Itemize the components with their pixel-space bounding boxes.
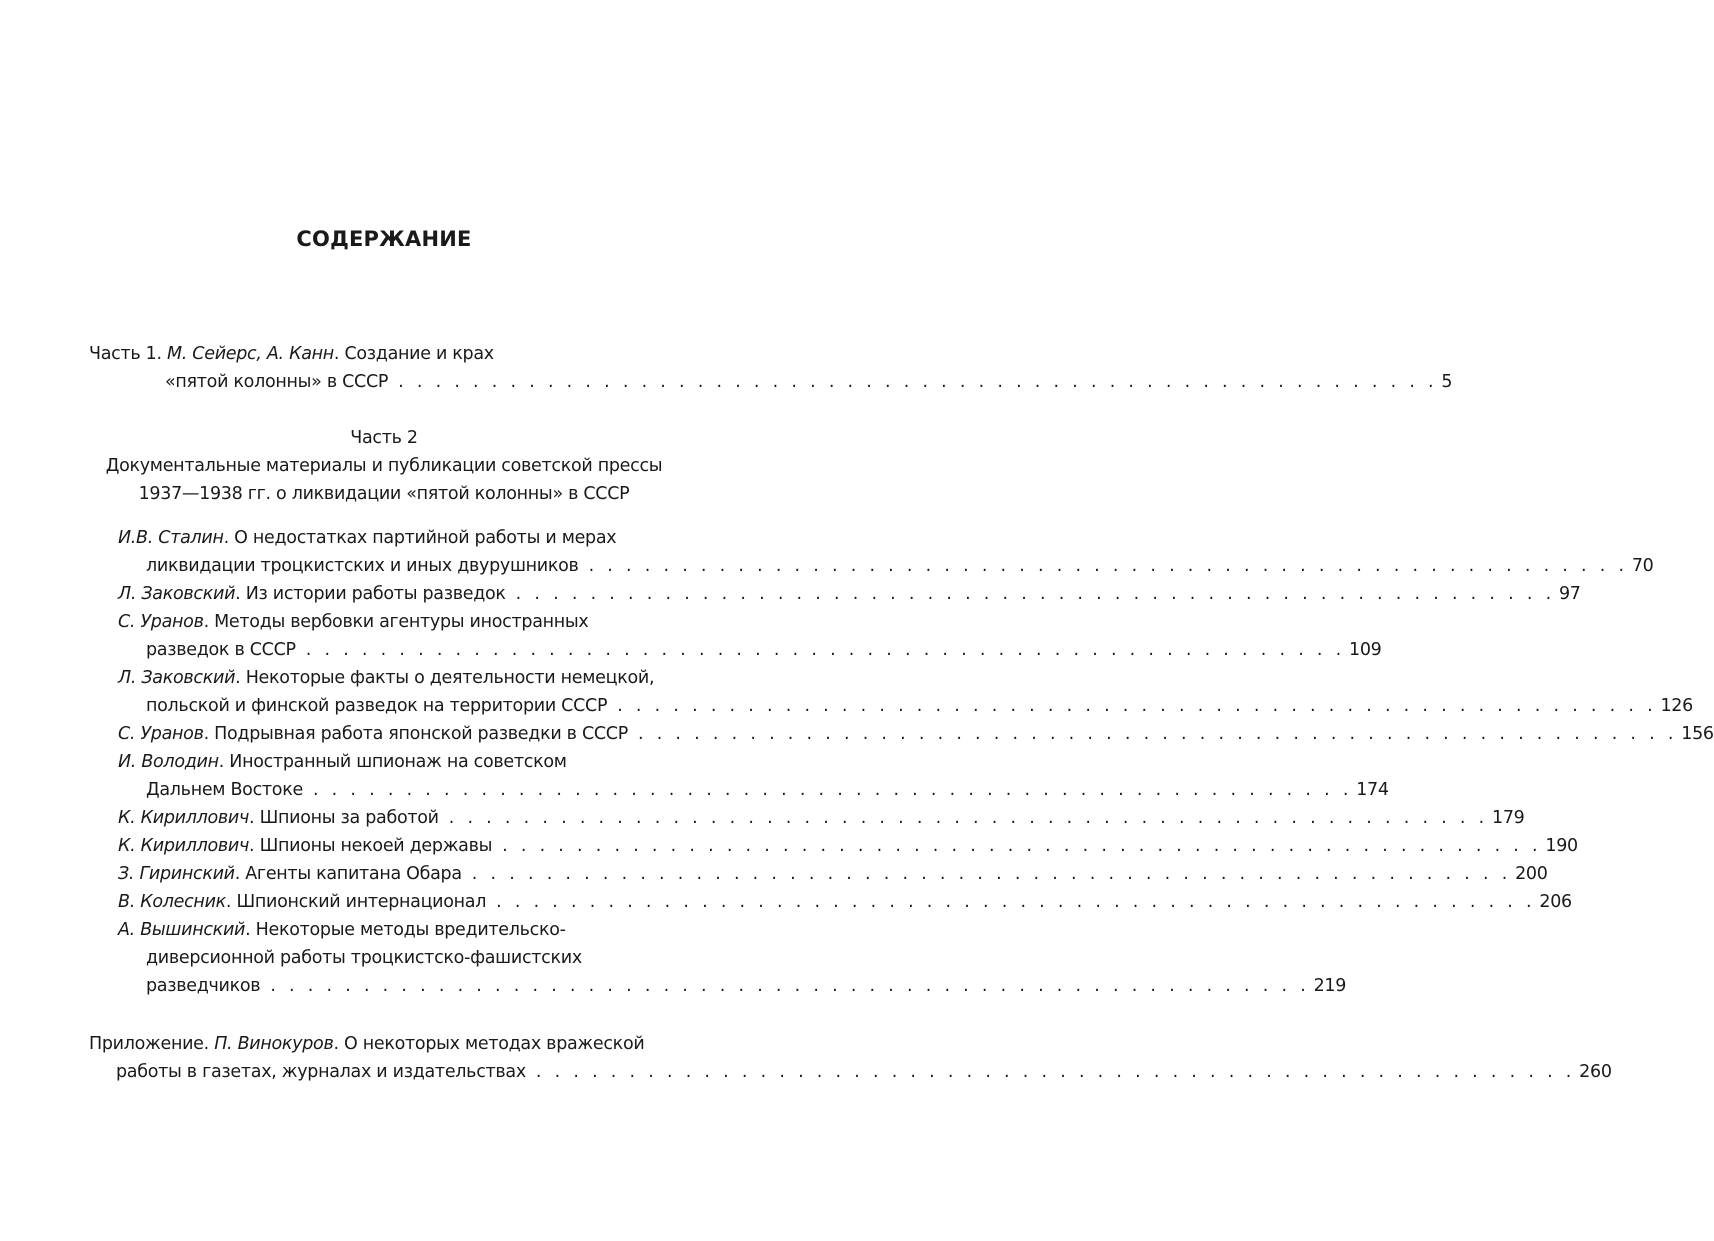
dot-leader: . . . . . . . . . . . . . . . . . . . . . . . . . . . . . . . . . . . . . . . . . . . . . . . . . . . . . . . .: [515, 584, 1555, 604]
toc-entry: [118, 748, 567, 776]
dot-leader: . . . . . . . . . . . . . . . . . . . . . . . . . . . . . . . . . . . . . . . . . . . . . . . . . . . . . . . .: [535, 1062, 1576, 1082]
toc-entry: [118, 608, 588, 636]
dot-leader: . . . . . . . . . . . . . . . . . . . . . . . . . . . . . . . . . . . . . . . . . . . . . . . . . . . . . . . .: [471, 864, 1512, 884]
toc-entry: [118, 524, 616, 552]
page-number: 219: [1313, 976, 1347, 996]
page-number: 260: [1579, 1062, 1612, 1082]
entry-title: . О недостатках партийной работы и мерах: [223, 528, 617, 548]
part2-subtitle-line1: Документальные материалы и публикации советской прессы: [105, 456, 663, 476]
page-number: 70: [1631, 556, 1654, 576]
dot-leader: . . . . . . . . . . . . . . . . . . . . . . . . . . . . . . . . . . . . . . . . . . . . . . . . . . . . . . . .: [617, 696, 1657, 716]
dot-leader: . . . . . . . . . . . . . . . . . . . . . . . . . . . . . . . . . . . . . . . . . . . . . . . . . . . . . . . .: [305, 640, 1346, 660]
entry-title: . Шпионы некоей державы: [249, 836, 493, 856]
page-number: 97: [1558, 584, 1581, 604]
toc-entry-part1-line1: [89, 340, 494, 368]
entry-author: И. Володин: [118, 752, 219, 772]
appendix-label: Приложение.: [89, 1034, 215, 1054]
entry-title: . Некоторые факты о деятельности немецкой,: [235, 668, 655, 688]
page-number: 109: [1349, 640, 1382, 660]
dot-leader: . . . . . . . . . . . . . . . . . . . . . . . . . . . . . . . . . . . . . . . . . . . . . . . . . . . . . . . .: [496, 892, 1536, 912]
page-number: 156: [1681, 724, 1714, 744]
entry-author: Л. Заковский: [118, 668, 236, 688]
dot-leader: . . . . . . . . . . . . . . . . . . . . . . . . . . . . . . . . . . . . . . . . . . . . . . . . . . . . . . . .: [448, 808, 1488, 828]
entry-title: разведок в СССР: [146, 640, 296, 660]
entry-title: . Шпионский интернационал: [225, 892, 487, 912]
toc-entry-continuation: [146, 776, 1389, 804]
toc-entry-appendix-line1: [89, 1030, 644, 1058]
entry-title: . Шпионы за работой: [249, 808, 439, 828]
entry-author: К. Кириллович: [118, 808, 250, 828]
entry-title: . Методы вербовки агентуры иностранных: [203, 612, 589, 632]
part-label: Часть 1.: [89, 344, 167, 364]
entry-title: . Создание и крах: [333, 344, 494, 364]
toc-entry-continuation: [146, 972, 1347, 1000]
part2-subtitle-line2: 1937—1938 гг. о ликвидации «пятой колонны» в СССР: [138, 484, 630, 504]
entry-title: . Некоторые методы вредительско-: [245, 920, 566, 940]
entry-title: . Подрывная работа японской разведки в СССР: [203, 724, 628, 744]
toc-entry-appendix-line2: [116, 1058, 1612, 1086]
entry-author: З. Гиринский: [118, 864, 235, 884]
entry-title: «пятой колонны» в СССР: [165, 372, 389, 392]
entry-title: диверсионной работы троцкистско-фашистских: [146, 948, 582, 968]
entry-author: А. Вышинский: [118, 920, 246, 940]
dot-leader: . . . . . . . . . . . . . . . . . . . . . . . . . . . . . . . . . . . . . . . . . . . . . . . . . . . . . . . .: [270, 976, 1310, 996]
entry-title: . Из истории работы разведок: [235, 584, 506, 604]
toc-entry: [118, 832, 1578, 860]
entry-title: работы в газетах, журналах и издательствах: [116, 1062, 526, 1082]
entry-title: . Иностранный шпионаж на советском: [218, 752, 567, 772]
entry-title: ликвидации троцкистских и иных двурушников: [146, 556, 579, 576]
page-number: 5: [1441, 372, 1453, 392]
page-number: 200: [1515, 864, 1548, 884]
entry-author: Л. Заковский: [118, 584, 236, 604]
toc-entry-continuation: [146, 552, 1654, 580]
toc-entry-continuation: [146, 692, 1693, 720]
entry-title: разведчиков: [146, 976, 261, 996]
toc-entry: [118, 720, 1714, 748]
entry-author: С. Уранов: [118, 724, 204, 744]
entry-title: . О некоторых методах вражеской: [333, 1034, 645, 1054]
page-title: СОДЕРЖАНИЕ: [296, 227, 472, 251]
page-number: 190: [1545, 836, 1578, 856]
entry-author: И.В. Сталин: [118, 528, 224, 548]
entry-title: . Агенты капитана Обара: [234, 864, 462, 884]
toc-entry: [118, 580, 1581, 608]
dot-leader: . . . . . . . . . . . . . . . . . . . . . . . . . . . . . . . . . . . . . . . . . . . . . . . . . . . . . . . .: [502, 836, 1542, 856]
dot-leader: . . . . . . . . . . . . . . . . . . . . . . . . . . . . . . . . . . . . . . . . . . . . . . . . . . . . . . . .: [312, 780, 1353, 800]
entry-author: С. Уранов: [118, 612, 204, 632]
entry-author: П. Винокуров: [214, 1034, 334, 1054]
toc-entry: [118, 888, 1572, 916]
dot-leader: . . . . . . . . . . . . . . . . . . . . . . . . . . . . . . . . . . . . . . . . . . . . . . . . . . . . . . . .: [398, 372, 1438, 392]
page-number: 179: [1492, 808, 1525, 828]
entry-title: польской и финской разведок на территории СССР: [146, 696, 608, 716]
dot-leader: . . . . . . . . . . . . . . . . . . . . . . . . . . . . . . . . . . . . . . . . . . . . . . . . . . . . . . . .: [637, 724, 1678, 744]
entry-author: К. Кириллович: [118, 836, 250, 856]
dot-leader: . . . . . . . . . . . . . . . . . . . . . . . . . . . . . . . . . . . . . . . . . . . . . . . . . . . . . . . .: [588, 556, 1628, 576]
page-number: 126: [1660, 696, 1693, 716]
entry-title: Дальнем Востоке: [146, 780, 303, 800]
toc-entry: [118, 804, 1525, 832]
toc-entry-continuation: [146, 944, 582, 972]
toc-entry-part1-line2: [165, 368, 1453, 396]
toc-entry: [118, 916, 566, 944]
toc-entry-continuation: [146, 636, 1382, 664]
toc-entry: [118, 664, 654, 692]
toc-entry: [118, 860, 1548, 888]
entry-author: М. Сейерс, А. Канн: [166, 344, 334, 364]
page-number: 174: [1356, 780, 1389, 800]
entry-author: В. Колесник: [118, 892, 226, 912]
page-number: 206: [1539, 892, 1572, 912]
part2-label: Часть 2: [350, 428, 418, 448]
